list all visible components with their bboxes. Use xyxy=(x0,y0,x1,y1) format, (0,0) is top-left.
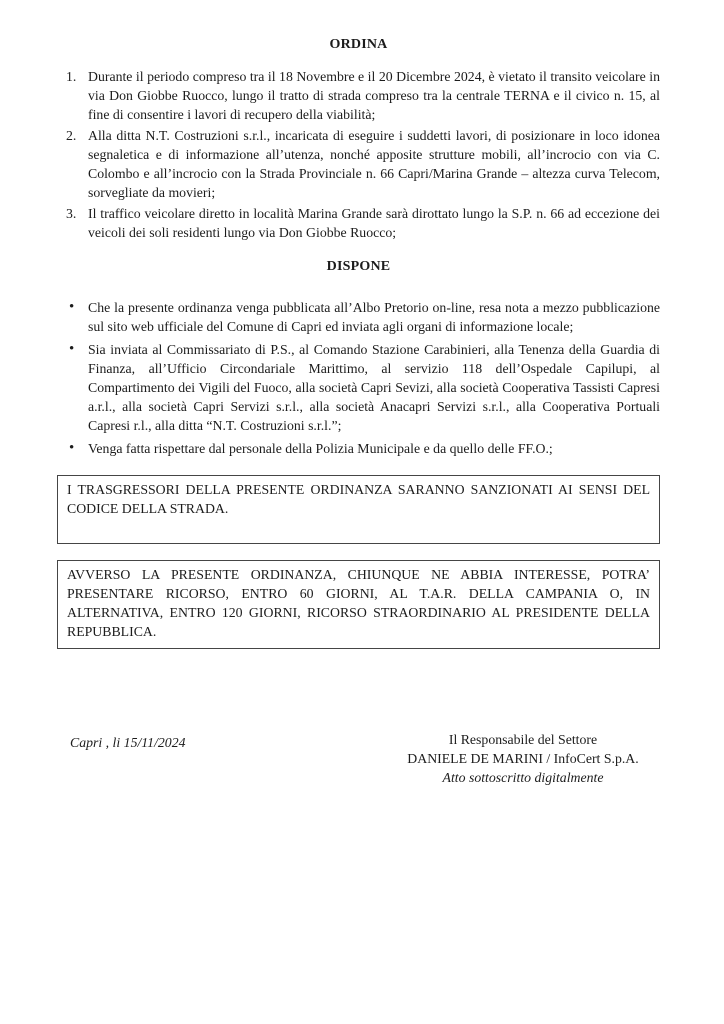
signature-block xyxy=(392,730,654,787)
ordina-item-3 xyxy=(57,204,660,242)
list-item-text: Venga fatta rispettare dal personale della Polizia Municipale e da quello delle FF.O.; xyxy=(88,441,553,456)
list-item-text: Durante il periodo compreso tra il 18 Novembre e il 20 Dicembre 2024, è vietato il transito veicolare in via Don Giobbe Ruocco, lungo il tratto di strada compreso tra la centrale TERNA e il civico n. 15, al fine di consentire i lavori di recupero della viabilità; xyxy=(88,69,660,122)
appeal-notice-text: AVVERSO LA PRESENTE ORDINANZA, CHIUNQUE NE ABBIA INTERESSE, POTRA’ PRESENTARE RICORSO, ENTRO 60 GIORNI, AL T.A.R. DELLA CAMPANIA O, IN ALTERNATIVA, ENTRO 120 GIORNI, RICORSO STRAORDINARIO AL PRESIDENTE DELLA REPUBBLICA. xyxy=(67,567,650,639)
section-heading-dispone: DISPONE xyxy=(326,259,391,274)
signature-role: Il Responsabile del Settore xyxy=(448,732,598,747)
appeal-notice-box xyxy=(57,560,660,649)
dateline: Capri , li 15/11/2024 xyxy=(70,735,186,750)
list-item-text: Sia inviata al Commissariato di P.S., al Comando Stazione Carabinieri, alla Tenenza della Guardia di Finanza, all’Ufficio Circondariale Marittimo, al servizio 118 dell’Ospedale Capilupi, al Compartimento dei Vigili del Fuoco, alla società Capri Sevizi, alla società Cooperativa Tassisti Capresi a.r.l., alla società Capri Servizi s.r.l., alla società Anacapri Servizi s.r.l., alla Cooperativa Portuali Capresi r.l., alla ditta “N.T. Costruzioni s.r.l.”; xyxy=(88,342,660,433)
bullet-icon: • xyxy=(69,341,75,357)
list-item-text: Alla ditta N.T. Costruzioni s.r.l., incaricata di eseguire i suddetti lavori, di posizionare in loco idonea segnaletica e di informazione all’utenza, nonché apposite strutture mobili, all’incrocio con via C. Colombo e all’incrocio con la Strada Provinciale n. 66 Capri/Marina Grande – altezza curva Telecom, sorvegliate da movieri; xyxy=(88,128,660,200)
ordina-item-1 xyxy=(57,67,660,124)
ordina-list xyxy=(57,67,660,242)
sanction-notice-text: I TRASGRESSORI DELLA PRESENTE ORDINANZA SARANNO SANZIONATI AI SENSI DEL CODICE DELLA STRADA. xyxy=(67,482,650,516)
list-item-text: Il traffico veicolare diretto in località Marina Grande sarà dirottato lungo la S.P. n. 66 ad eccezione dei veicoli dei soli residenti lungo via Don Giobbe Ruocco; xyxy=(88,206,660,240)
dispone-item-3 xyxy=(57,439,660,458)
dispone-item-1 xyxy=(57,298,660,336)
signature-note: Atto sottoscritto digitalmente xyxy=(442,770,604,785)
list-item-text: Che la presente ordinanza venga pubblicata all’Albo Pretorio on-line, resa nota a mezzo pubblicazione sul sito web ufficiale del Comune di Capri ed inviata agli organi di informazione locale; xyxy=(88,300,660,334)
dispone-item-2 xyxy=(57,340,660,435)
bullet-icon: • xyxy=(69,299,75,315)
sanction-notice-box xyxy=(57,475,660,544)
section-heading-ordina: ORDINA xyxy=(329,37,388,52)
dispone-list xyxy=(57,298,660,458)
list-number: 2. xyxy=(66,128,77,143)
bullet-icon: • xyxy=(69,440,75,456)
ordina-item-2 xyxy=(57,126,660,202)
signature-area xyxy=(57,730,660,787)
list-number: 3. xyxy=(66,206,77,221)
list-number: 1. xyxy=(66,69,77,84)
signature-name: DANIELE DE MARINI / InfoCert S.p.A. xyxy=(407,751,639,766)
